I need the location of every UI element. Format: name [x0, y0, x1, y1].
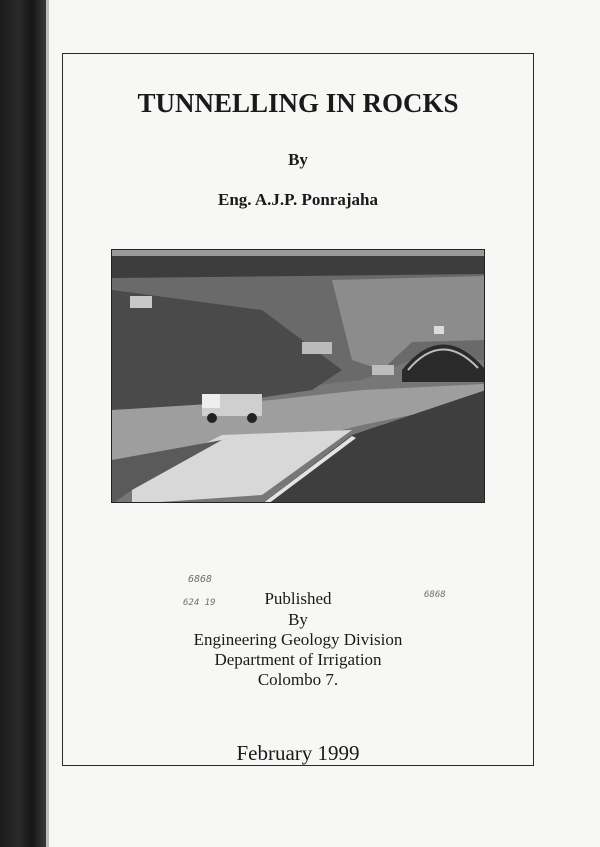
cover-title: TUNNELLING IN ROCKS [137, 88, 459, 118]
handwritten-mark: 6868 [188, 574, 213, 585]
by-label: By [288, 150, 308, 169]
publisher-division: Engineering Geology Division [193, 630, 403, 649]
handwritten-mark: 624 19 [183, 598, 216, 608]
book-spine [0, 0, 46, 847]
publication-date: February 1999 [236, 741, 360, 765]
cover-photo [111, 249, 485, 503]
handwritten-mark: 6868 [424, 590, 446, 600]
by-publisher-label: By [288, 610, 308, 629]
tunnel-site-photo [112, 250, 485, 503]
publisher-department: Department of Irrigation [214, 650, 382, 669]
publisher-city: Colombo 7. [257, 670, 339, 689]
published-label: Published [264, 589, 332, 608]
author-name: Eng. A.J.P. Ponrajaha [218, 190, 378, 209]
